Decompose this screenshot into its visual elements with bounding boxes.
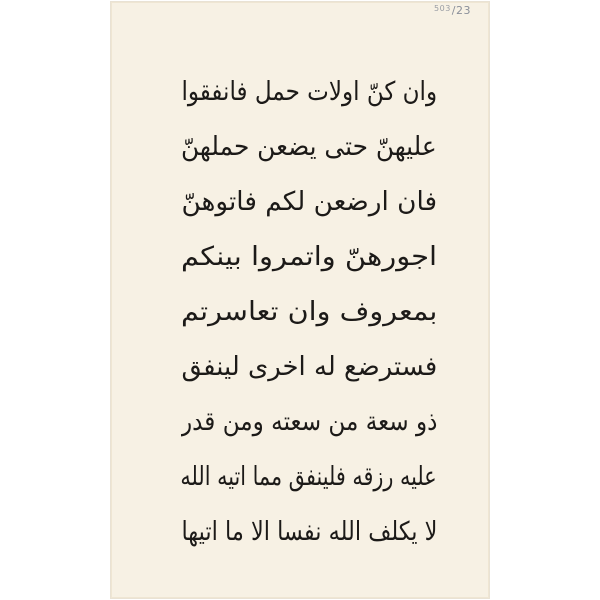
text-line: وان كنّ اولات حمل فانفقوا — [181, 76, 437, 107]
folio-number — [434, 4, 471, 17]
text-line: ذو سعة من سعته ومن قدر — [181, 406, 437, 437]
folio-number-main: /23 — [451, 4, 471, 17]
text-line: بمعروف وان تعاسرتم — [181, 296, 437, 327]
calligraphy-text-block — [181, 64, 437, 559]
text-line: فان ارضعن لكم فاتوهنّ — [181, 186, 437, 217]
text-line: عليهنّ حتى يضعن حملهنّ — [181, 131, 437, 162]
text-line: فسترضع له اخرى لينفق — [181, 351, 437, 382]
text-line: لا يكلف الله نفسا الا ما اتيها — [181, 516, 437, 547]
text-line: عليه رزقه فلينفق مما اتيه الله — [181, 461, 437, 492]
text-line: اجورهنّ واتمروا بينكم — [181, 241, 437, 272]
folio-number-small: 503 — [434, 4, 451, 13]
manuscript-page — [111, 2, 489, 598]
